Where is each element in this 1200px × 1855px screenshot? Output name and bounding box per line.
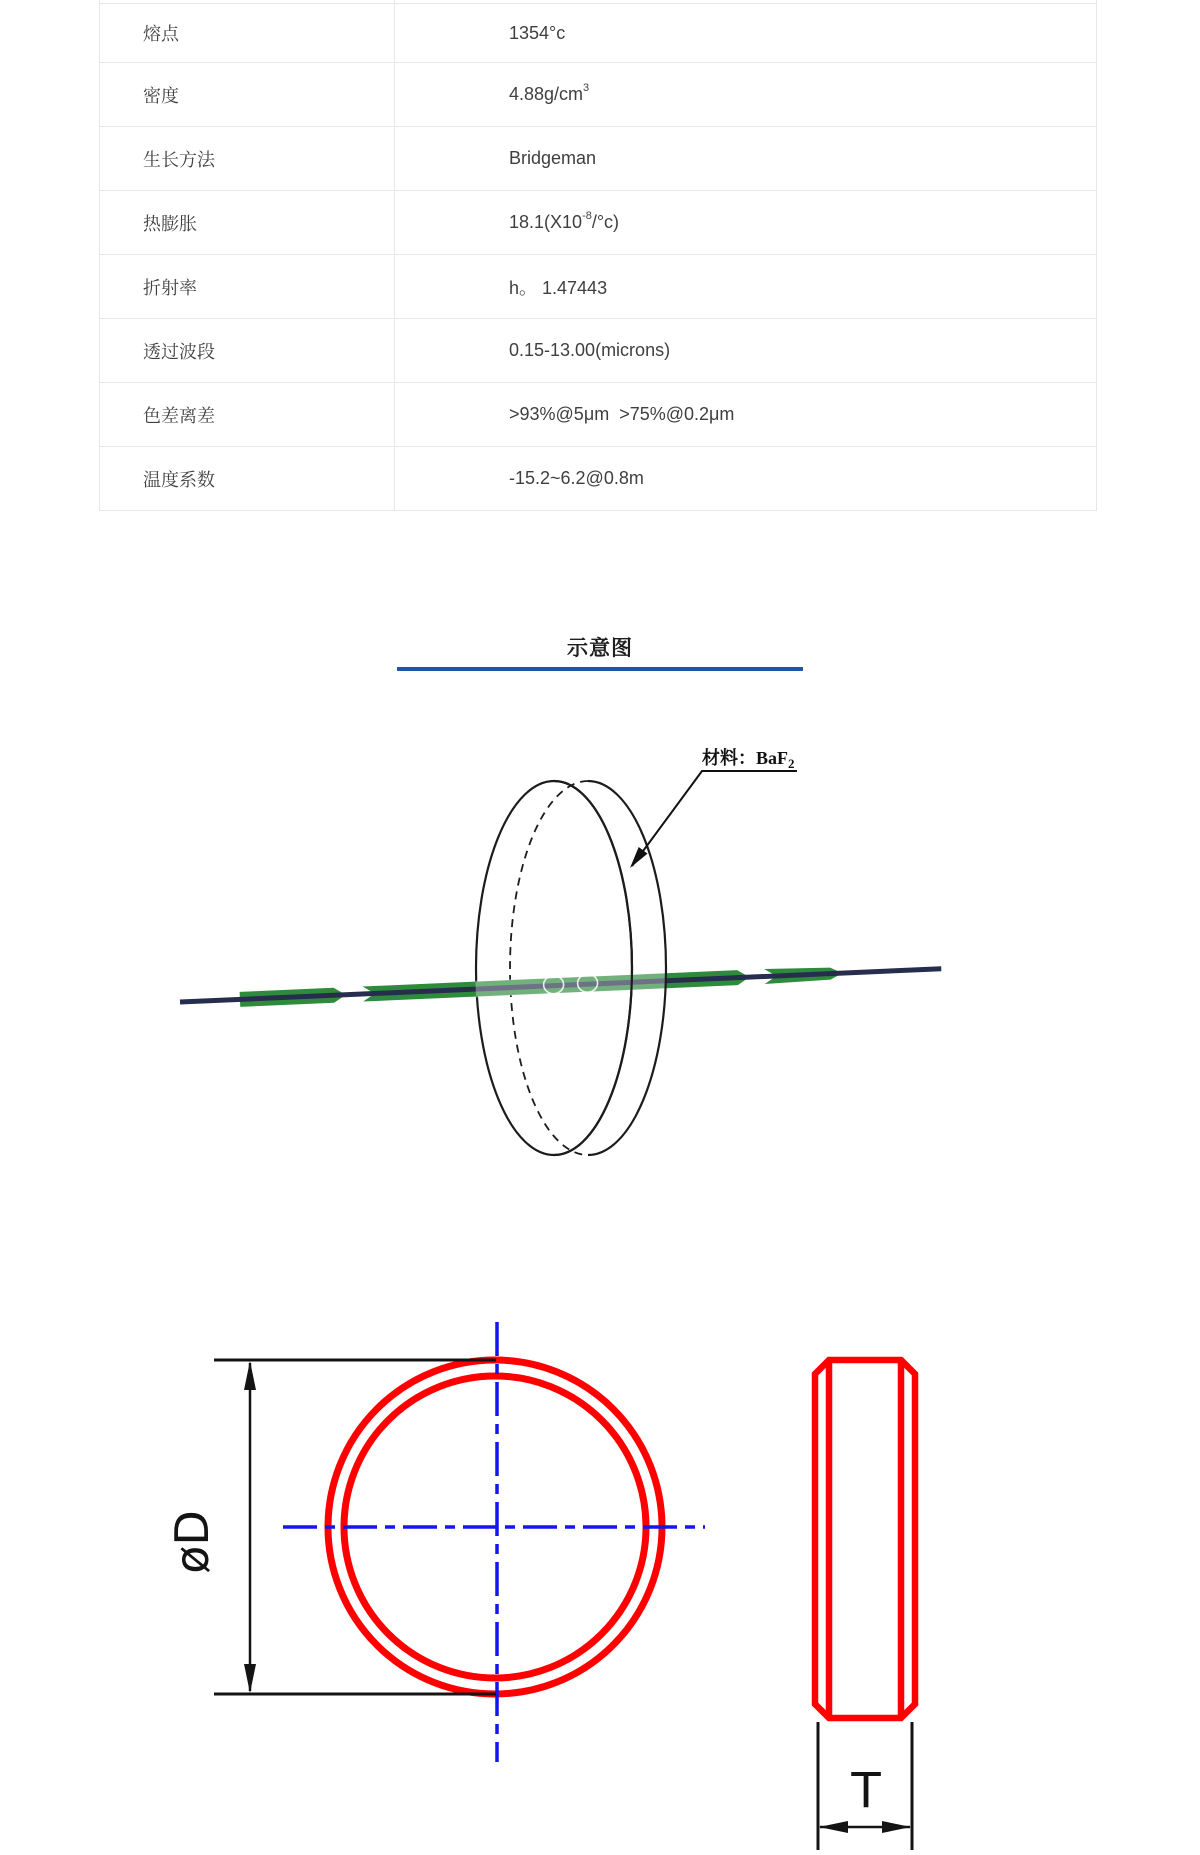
table-row	[100, 383, 1096, 447]
dimension-drawing-figure	[0, 1280, 1200, 1855]
disc-front-right-arc	[554, 781, 632, 1155]
table-cell-label	[100, 0, 395, 3]
value-text: 1354°c	[509, 22, 566, 43]
spec-value	[395, 4, 1096, 62]
spec-label: 色差离差	[100, 383, 395, 446]
value-text: 0.15-13.00(microns)	[509, 340, 671, 360]
lens-schematic-figure	[0, 690, 1200, 1200]
spec-value	[395, 383, 1096, 446]
leader-line	[632, 771, 797, 866]
table-row	[100, 4, 1096, 63]
table-cell-value	[395, 0, 1096, 3]
table-row	[100, 127, 1096, 191]
value-text: /°c)	[591, 212, 620, 232]
spec-label: 温度系数	[100, 447, 395, 510]
diameter-label: øD	[165, 1510, 219, 1574]
spec-value	[395, 255, 1096, 318]
table-row	[100, 63, 1096, 127]
table-row	[100, 191, 1096, 255]
value-text: 4.88g/cm	[509, 84, 584, 104]
dimension-arrowhead-icon	[244, 1664, 256, 1693]
dimension-arrowhead-icon	[819, 1821, 848, 1833]
table-row	[100, 319, 1096, 383]
value-text: h。 1.47443	[509, 277, 608, 298]
laser-beam	[180, 959, 942, 1011]
spec-value: 18.1(X10 $^{-8}$ /°c)	[509, 209, 620, 232]
table-row	[100, 447, 1096, 511]
section-title: 示意图	[567, 637, 633, 660]
spec-value	[395, 319, 1096, 382]
table-row	[100, 255, 1096, 319]
value-text: -15.2~6.2@0.8m	[509, 468, 644, 488]
spec-value	[395, 127, 1096, 190]
beam-inside-disc-highlight	[475, 972, 666, 997]
spec-label: 生长方法	[100, 127, 395, 190]
disc-back-rim-dashed	[510, 781, 588, 1155]
spec-label: 折射率	[100, 255, 395, 318]
dimension-arrowhead-icon	[244, 1361, 256, 1390]
value-text: >93%@5μm >75%@0.2μm	[509, 404, 735, 424]
section-title-underline	[397, 667, 803, 671]
spec-value: 4.88g/cm $^3$	[509, 81, 590, 104]
spec-label: 熔点	[100, 4, 395, 62]
spec-label: 透过波段	[100, 319, 395, 382]
spec-value	[395, 447, 1096, 510]
value-text: Bridgeman	[509, 148, 597, 168]
thickness-label: T	[851, 1763, 881, 1819]
dimension-arrowhead-icon	[882, 1821, 911, 1833]
value-text: 18.1(X10	[509, 212, 583, 232]
spec-label: 热膨胀	[100, 191, 395, 254]
spec-table	[99, 0, 1097, 511]
material-label: 材料：BaF$_2$	[702, 748, 795, 771]
spec-label: 密度	[100, 63, 395, 126]
